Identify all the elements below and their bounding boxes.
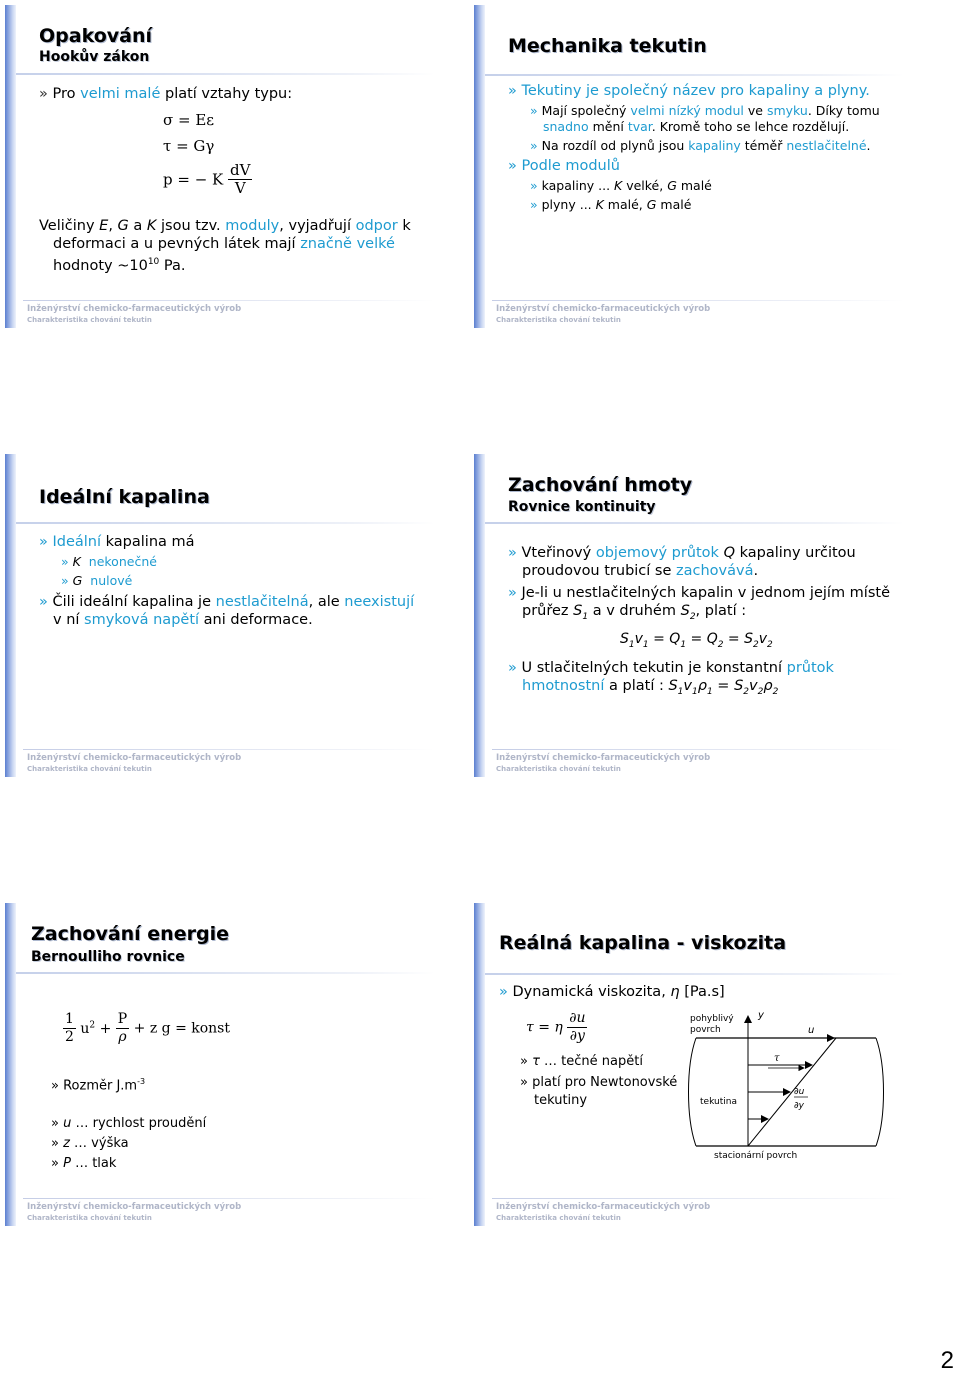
paragraph: Veličiny E, G a K jsou tzv. moduly, vyjadřují odpor k deformaci a u pevných látek mají značně velké hodnoty $\sim 10^{10}$ Pa. [39, 218, 411, 274]
bullet: » τ … tečné napětí [520, 1054, 643, 1069]
title-divider [16, 972, 435, 974]
label-moving-surface: pohyblivý [690, 1014, 734, 1024]
slide-subtitle: Hookův zákon [39, 49, 150, 65]
bullet: » U stlačitelných tekutin je konstantní průtok hmotnostní a platí : $S_1v_1\rho_1 = S_2v_2\rho_2$ [508, 659, 834, 697]
slide-title: Zachování hmoty [508, 474, 693, 496]
equation-viscosity: τ = η $\frac{\partial u}{\partial y}$ [526, 1010, 586, 1044]
equation-sigma: σ = Eε [163, 111, 215, 129]
footer-divider [23, 749, 435, 750]
equation-tau: τ = Gγ [163, 137, 215, 155]
sub-bullet: » Mají společný velmi nízký modul ve smyku. Díky tomu snadno mění tvar. Kromě toho se lehce rozdělují. [530, 103, 880, 134]
slide-opakovani [5, 5, 435, 328]
sub-bullet: » kapaliny ... K velké, G malé [530, 178, 712, 193]
slide-sidebar-decoration [5, 903, 16, 1226]
slide-sidebar-decoration [5, 5, 16, 328]
equation-pressure: p = − K $\frac{dV}{V}$ [163, 161, 251, 197]
slide-zachovani-hmoty [474, 454, 904, 777]
label-du: ∂u [794, 1087, 805, 1097]
slide-sidebar-decoration [474, 5, 485, 328]
slide-title: Ideální kapalina [39, 486, 210, 508]
footer-topic: Charakteristika chování tekutin [27, 765, 152, 773]
plate-curve-right [876, 1038, 884, 1146]
viscosity-diagram [686, 1006, 896, 1176]
slide-sidebar-decoration [474, 903, 485, 1226]
footer-course: Inženýrství chemicko-farmaceutických výrob [27, 1202, 242, 1212]
sub-bullet: » plyny ... K malé, G malé [530, 197, 692, 212]
label-y: y [758, 1010, 764, 1021]
plate-curve-left [689, 1038, 697, 1146]
bullet: » u … rychlost proudění [51, 1116, 207, 1131]
page-number: 2 [940, 1347, 954, 1374]
title-divider [485, 522, 904, 524]
title-divider [16, 522, 435, 524]
bullet: » Pro velmi malé platí vztahy typu: [39, 86, 293, 102]
footer-divider [492, 300, 904, 301]
bullet: » Dynamická viskozita, η [Pa.s] [499, 984, 725, 1000]
bullet: » Ideální kapalina má [39, 534, 195, 550]
slide-subtitle: Bernoulliho rovnice [31, 949, 185, 965]
footer-course: Inženýrství chemicko-farmaceutických výrob [496, 1202, 711, 1212]
slide-mechanika-tekutin [474, 5, 904, 328]
bullet: » z … výška [51, 1136, 129, 1151]
footer-divider [492, 749, 904, 750]
label-stationary-surface: stacionární povrch [714, 1151, 798, 1161]
label-moving-surface: povrch [690, 1025, 721, 1035]
bullet: » Je-li u nestlačitelných kapalin v jednom jejím místě průřez $S_1$ a v druhém $S_2$, platí : [508, 585, 890, 622]
bullet: » P … tlak [51, 1156, 117, 1171]
equation-bernoulli: $\frac{1}{2}$ $u^2$ + $\frac{P}{\rho}$ + z g = konst [65, 1011, 230, 1045]
sub-bullet: » G nulové [61, 573, 133, 588]
slide-title: Opakování [39, 25, 152, 47]
slide-title: Reálná kapalina - viskozita [499, 932, 787, 954]
label-fluid: tekutina [700, 1097, 737, 1107]
bullet: » Rozměr $J.m^{-3}$ [51, 1077, 146, 1094]
sub-bullet: » Na rozdíl od plynů jsou kapaliny téměř nestlačitelné. [530, 138, 871, 153]
slide-sidebar-decoration [474, 454, 485, 777]
bullet: » Tekutiny je společný název pro kapaliny a plyny. [508, 83, 870, 99]
footer-topic: Charakteristika chování tekutin [496, 765, 621, 773]
title-divider [485, 973, 904, 975]
slide-zachovani-energie [5, 903, 435, 1226]
slide-sidebar-decoration [5, 454, 16, 777]
bullet: » Čili ideální kapalina je nestlačitelná, ale neexistují v ní smyková napětí ani deformace. [39, 594, 415, 628]
footer-divider [492, 1198, 904, 1199]
slide-title: Mechanika tekutin [508, 35, 707, 57]
label-u: u [808, 1025, 815, 1036]
bullet: » Vteřinový objemový průtok Q kapaliny určitou proudovou trubicí se zachovává. [508, 545, 856, 579]
bullet: » platí pro Newtonovské tekutiny [520, 1075, 678, 1108]
footer-course: Inženýrství chemicko-farmaceutických výrob [27, 753, 242, 763]
footer-topic: Charakteristika chování tekutin [27, 1214, 152, 1222]
footer-topic: Charakteristika chování tekutin [496, 316, 621, 324]
slide-subtitle: Rovnice kontinuity [508, 499, 656, 515]
footer-topic: Charakteristika chování tekutin [27, 316, 152, 324]
footer-course: Inženýrství chemicko-farmaceutických výrob [496, 753, 711, 763]
label-tau: τ [774, 1053, 780, 1064]
footer-divider [23, 1198, 435, 1199]
bullet: » Podle modulů [508, 158, 620, 174]
footer-divider [23, 300, 435, 301]
label-dy: ∂y [794, 1101, 804, 1111]
slide-title: Zachování energie [31, 923, 229, 945]
footer-topic: Charakteristika chování tekutin [496, 1214, 621, 1222]
footer-course: Inženýrství chemicko-farmaceutických výrob [27, 304, 242, 314]
slide-realna-kapalina [474, 903, 904, 1226]
sub-bullet: » K nekonečné [61, 554, 157, 569]
equation-continuity: $S_1v_1 = Q_1 = Q_2 = S_2v_2$ [620, 630, 773, 650]
footer-course: Inženýrství chemicko-farmaceutických výrob [496, 304, 711, 314]
title-divider [16, 73, 435, 75]
slide-idealni-kapalina [5, 454, 435, 777]
title-divider [485, 74, 904, 76]
